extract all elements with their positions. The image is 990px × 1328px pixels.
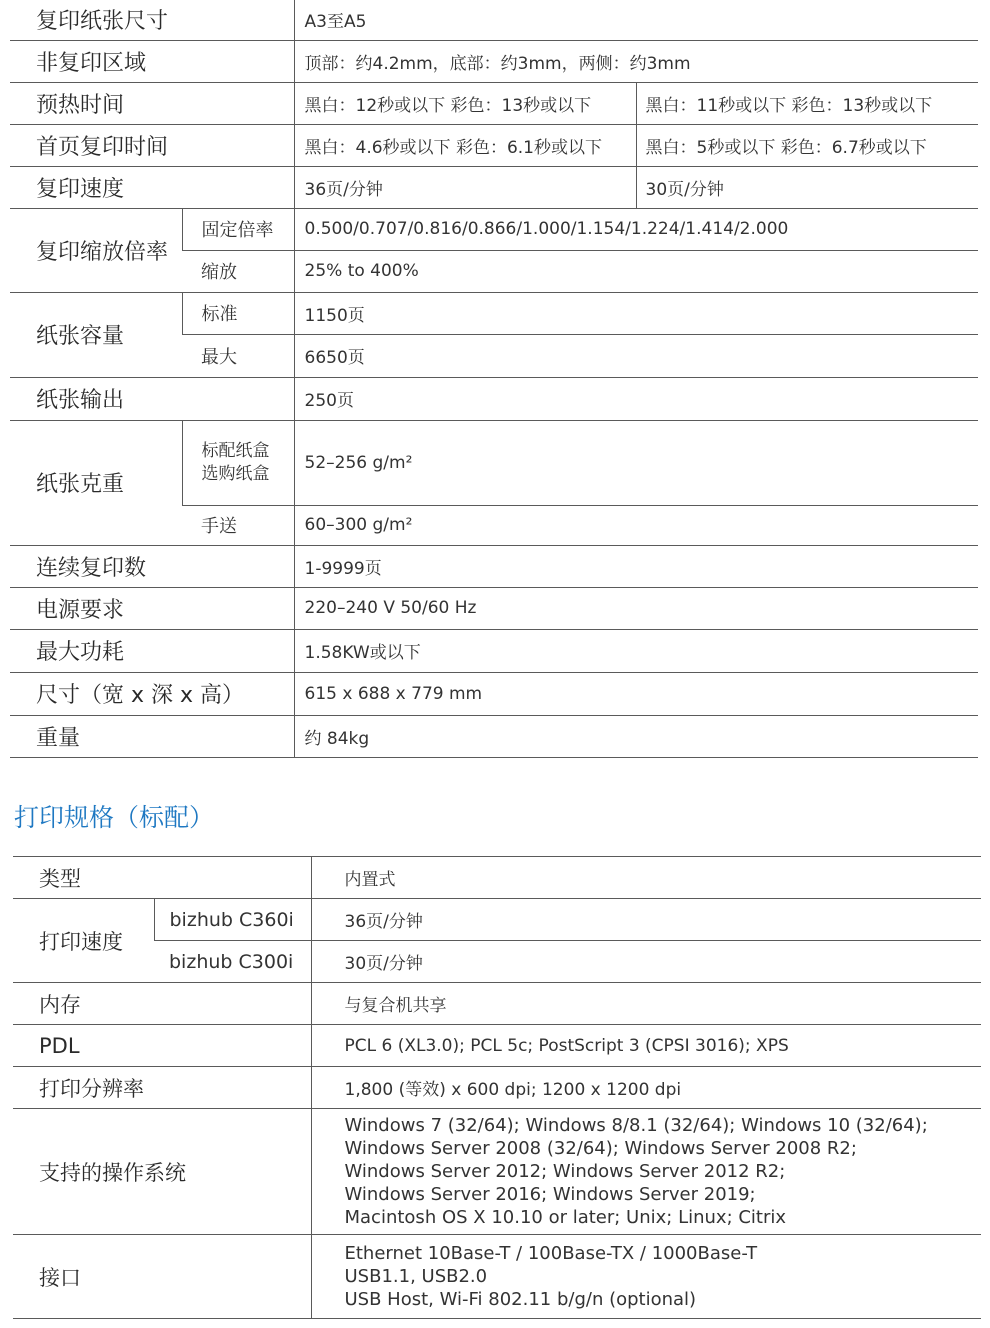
row-label: 纸张容量 <box>10 292 182 377</box>
section-title: 打印规格（标配） <box>14 803 215 832</box>
table-row <box>10 377 978 420</box>
value-line: Windows 7 (32/64); Windows 8/8.1 (32/64); Windows 10 (32/64); <box>344 1115 928 1136</box>
table-row <box>10 629 978 672</box>
row-value: 615 x 688 x 779 mm <box>294 672 978 715</box>
model-label: bizhub C360i <box>154 899 311 941</box>
value-line: Windows Server 2012; Windows Server 2012 R2; <box>344 1161 786 1182</box>
row-label: PDL <box>13 1025 311 1067</box>
row-value: 6650页 <box>294 334 978 377</box>
value-line: Windows Server 2008 (32/64); Windows Server 2008 R2; <box>344 1138 857 1159</box>
value-line: USB Host, Wi-Fi 802.11 b/g/n (optional) <box>344 1289 697 1310</box>
row-label: 纸张输出 <box>10 377 294 420</box>
row-value: 1-9999页 <box>294 545 978 587</box>
table-row <box>10 82 978 124</box>
table-row <box>13 899 981 941</box>
row-label: 非复印区域 <box>10 40 294 82</box>
row-label: 预热时间 <box>10 82 294 124</box>
row-value <box>311 1235 981 1319</box>
row-label: 支持的操作系统 <box>13 1109 311 1235</box>
value-line: Windows Server 2016; Windows Server 2019; <box>344 1184 756 1205</box>
table-row <box>13 857 981 899</box>
row-value: 36页/分钟 <box>311 899 981 941</box>
c360i-value: 黑白：12秒或以下 彩色：13秒或以下 <box>294 82 636 124</box>
row-value: 25% to 400% <box>294 250 978 292</box>
table-row <box>13 941 981 983</box>
c300i-value: 黑白：5秒或以下 彩色：6.7秒或以下 <box>636 124 978 166</box>
table-row <box>10 715 978 757</box>
row-value: 250页 <box>294 377 978 420</box>
c300i-value: 30页/分钟 <box>636 166 978 208</box>
row-label: 复印缩放倍率 <box>10 208 182 292</box>
row-value: 内置式 <box>311 857 981 899</box>
table-row <box>10 40 978 82</box>
row-label: 电源要求 <box>10 587 294 629</box>
print-spec-table <box>13 856 981 1319</box>
table-row <box>10 545 978 587</box>
sub-label-line: 选购纸盒 <box>201 463 270 484</box>
row-label: 纸张克重 <box>10 420 182 545</box>
table-row <box>10 672 978 715</box>
table-row <box>13 1109 981 1235</box>
value-line: USB1.1, USB2.0 <box>344 1266 488 1287</box>
row-value: 1,800 (等效) x 600 dpi; 1200 x 1200 dpi <box>311 1067 981 1109</box>
table-row <box>13 1067 981 1109</box>
table-row <box>10 420 978 505</box>
sub-label: 标准 <box>182 292 294 334</box>
table-row <box>13 1235 981 1319</box>
table-row <box>10 587 978 629</box>
row-label: 复印纸张尺寸 <box>10 0 294 40</box>
row-label: 类型 <box>13 857 311 899</box>
table-row <box>10 292 978 334</box>
sub-label: 最大 <box>182 334 294 377</box>
value-line: Ethernet 10Base-T / 100Base-TX / 1000Base-T <box>344 1243 758 1264</box>
table-row <box>10 166 978 208</box>
c300i-value: 黑白：11秒或以下 彩色：13秒或以下 <box>636 82 978 124</box>
row-label: 连续复印数 <box>10 545 294 587</box>
table-row <box>13 983 981 1025</box>
row-value: 1.58KW或以下 <box>294 629 978 672</box>
row-value: 约 84kg <box>294 715 978 757</box>
sub-label: 手送 <box>182 505 294 545</box>
sub-label: 缩放 <box>182 250 294 292</box>
row-value <box>311 1109 981 1235</box>
row-label: 最大功耗 <box>10 629 294 672</box>
sub-label: 固定倍率 <box>182 208 294 250</box>
row-value: 与复合机共享 <box>311 983 981 1025</box>
copy-spec-table <box>10 0 978 758</box>
row-label: 接口 <box>13 1235 311 1319</box>
value-line: Macintosh OS X 10.10 or later; Unix; Linux; Citrix <box>344 1207 787 1228</box>
row-value: 60–300 g/m² <box>294 505 978 545</box>
row-label: 重量 <box>10 715 294 757</box>
table-row <box>10 0 978 40</box>
row-label: 首页复印时间 <box>10 124 294 166</box>
row-value: 1150页 <box>294 292 978 334</box>
row-value: A3至A5 <box>294 0 978 40</box>
table-row <box>13 1025 981 1067</box>
table-row <box>10 124 978 166</box>
row-value: PCL 6 (XL3.0); PCL 5c; PostScript 3 (CPSI 3016); XPS <box>311 1025 981 1067</box>
row-label: 打印速度 <box>13 899 154 983</box>
row-value: 30页/分钟 <box>311 941 981 983</box>
c360i-value: 36页/分钟 <box>294 166 636 208</box>
row-label: 尺寸（宽 x 深 x 高） <box>10 672 294 715</box>
sub-label <box>182 420 294 505</box>
row-label: 打印分辨率 <box>13 1067 311 1109</box>
row-value: 220–240 V 50/60 Hz <box>294 587 978 629</box>
table-row <box>10 208 978 250</box>
row-value: 52–256 g/m² <box>294 420 978 505</box>
row-value: 0.500/0.707/0.816/0.866/1.000/1.154/1.224/1.414/2.000 <box>294 208 978 250</box>
model-label: bizhub C300i <box>154 941 311 983</box>
row-value: 顶部：约4.2mm，底部：约3mm，两侧：约3mm <box>294 40 978 82</box>
row-label: 内存 <box>13 983 311 1025</box>
row-label: 复印速度 <box>10 166 294 208</box>
c360i-value: 黑白：4.6秒或以下 彩色：6.1秒或以下 <box>294 124 636 166</box>
sub-label-line: 标配纸盒 <box>201 440 270 461</box>
